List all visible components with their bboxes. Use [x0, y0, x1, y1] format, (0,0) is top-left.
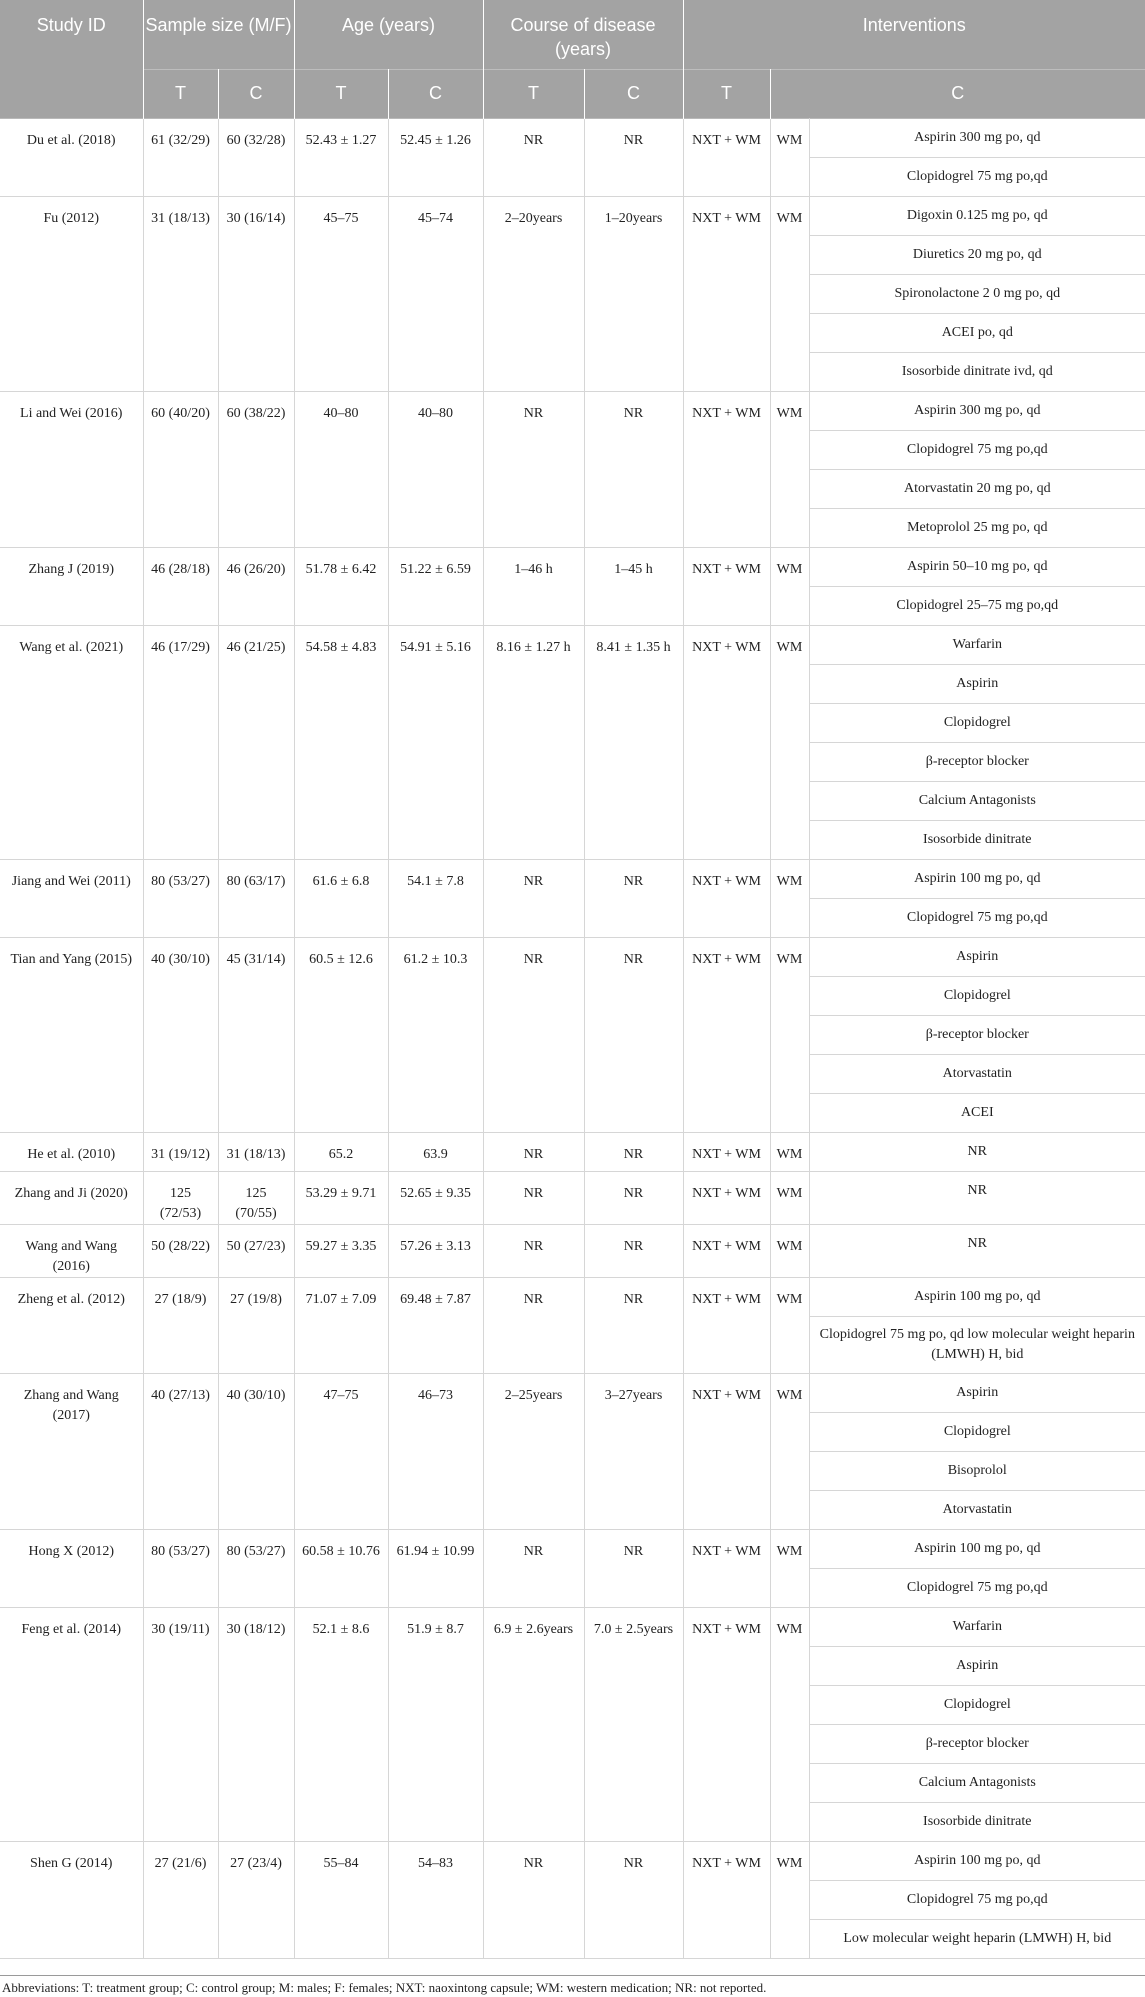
course-t-cell: NR: [483, 391, 584, 547]
medication-item: ACEI po, qd: [810, 314, 1145, 353]
medication-item: Warfarin: [810, 626, 1145, 665]
intervention-c-meds-cell: [809, 391, 1145, 547]
study-id-cell: Zhang and Wang (2017): [0, 1373, 143, 1529]
intervention-c-meds-cell: [809, 1529, 1145, 1607]
intervention-c-group-cell: WM: [770, 1841, 809, 1958]
intervention-c-meds-cell: [809, 859, 1145, 937]
table-row: [0, 1529, 1145, 1607]
medication-item: Clopidogrel 75 mg po,qd: [810, 431, 1145, 470]
medication-item: Calcium Antagonists: [810, 782, 1145, 821]
course-c-cell: NR: [584, 391, 683, 547]
age-c-cell: 51.22 ± 6.59: [388, 547, 483, 625]
course-t-cell: NR: [483, 1841, 584, 1958]
sample-size-t-cell: 80 (53/27): [143, 1529, 218, 1607]
subheader-interventions-c: C: [770, 69, 1145, 118]
intervention-t-cell: NXT + WM: [683, 1277, 770, 1373]
course-t-cell: NR: [483, 937, 584, 1132]
study-id-cell: Tian and Yang (2015): [0, 937, 143, 1132]
sample-size-t-cell: 31 (19/12): [143, 1132, 218, 1171]
intervention-t-cell: NXT + WM: [683, 937, 770, 1132]
table-row: [0, 1171, 1145, 1224]
study-id-cell: Zhang J (2019): [0, 547, 143, 625]
study-id-cell: He et al. (2010): [0, 1132, 143, 1171]
table-row: [0, 859, 1145, 937]
subheader-sample-t: T: [143, 69, 218, 118]
age-t-cell: 40–80: [294, 391, 388, 547]
intervention-t-cell: NXT + WM: [683, 1841, 770, 1958]
study-id-cell: Wang et al. (2021): [0, 625, 143, 859]
sample-size-t-cell: 27 (21/6): [143, 1841, 218, 1958]
medication-item: Aspirin 100 mg po, qd: [810, 860, 1145, 899]
table-row: [0, 1373, 1145, 1529]
course-t-cell: NR: [483, 1171, 584, 1224]
age-t-cell: 52.1 ± 8.6: [294, 1607, 388, 1841]
intervention-t-cell: NXT + WM: [683, 1171, 770, 1224]
sample-size-t-cell: 31 (18/13): [143, 196, 218, 391]
header-study-id: Study ID: [0, 0, 143, 118]
medication-item: β-receptor blocker: [810, 1016, 1145, 1055]
course-c-cell: 1–20years: [584, 196, 683, 391]
medication-item: Clopidogrel 75 mg po,qd: [906, 1579, 1048, 1595]
intervention-c-group-cell: WM: [770, 547, 809, 625]
intervention-t-cell: NXT + WM: [683, 1607, 770, 1841]
sample-size-c-cell: 60 (38/22): [218, 391, 294, 547]
intervention-c-group-cell: WM: [770, 118, 809, 196]
intervention-c-group-cell: WM: [770, 1529, 809, 1607]
course-c-cell: NR: [584, 1171, 683, 1224]
table-row: [0, 1277, 1145, 1373]
course-t-cell: 2–25years: [483, 1373, 584, 1529]
subheader-sample-c: C: [218, 69, 294, 118]
age-c-cell: 54–83: [388, 1841, 483, 1958]
sample-size-c-cell: 40 (30/10): [218, 1373, 294, 1529]
header-course: Course of disease (years): [483, 0, 683, 69]
study-id-cell: Du et al. (2018): [0, 118, 143, 196]
course-c-cell: 1–45 h: [584, 547, 683, 625]
course-c-cell: NR: [584, 1529, 683, 1607]
intervention-c-meds-cell: [809, 1224, 1145, 1277]
study-id-cell: Li and Wei (2016): [0, 391, 143, 547]
age-t-cell: 53.29 ± 9.71: [294, 1171, 388, 1224]
sample-size-t-cell: 40 (27/13): [143, 1373, 218, 1529]
course-t-cell: NR: [483, 859, 584, 937]
intervention-c-group-cell: WM: [770, 1132, 809, 1171]
medication-item: Aspirin 100 mg po, qd: [810, 1530, 1145, 1569]
intervention-c-group-cell: WM: [770, 937, 809, 1132]
table-row: [0, 391, 1145, 547]
sample-size-c-cell: 31 (18/13): [218, 1132, 294, 1171]
course-t-cell: NR: [483, 1132, 584, 1171]
intervention-c-group-cell: WM: [770, 1277, 809, 1373]
table-row: [0, 547, 1145, 625]
medication-item: β-receptor blocker: [810, 1725, 1145, 1764]
medication-item: NR: [967, 1143, 987, 1159]
course-t-cell: 8.16 ± 1.27 h: [483, 625, 584, 859]
age-c-cell: 46–73: [388, 1373, 483, 1529]
course-t-cell: NR: [483, 1277, 584, 1373]
course-c-cell: NR: [584, 1224, 683, 1277]
intervention-c-meds-cell: [809, 118, 1145, 196]
age-c-cell: 57.26 ± 3.13: [388, 1224, 483, 1277]
intervention-t-cell: NXT + WM: [683, 859, 770, 937]
medication-item: Aspirin 300 mg po, qd: [810, 392, 1145, 431]
table-header: [0, 0, 1145, 118]
study-id-cell: Feng et al. (2014): [0, 1607, 143, 1841]
sample-size-c-cell: 27 (19/8): [218, 1277, 294, 1373]
study-id-cell: Wang and Wang (2016): [0, 1224, 143, 1277]
course-c-cell: NR: [584, 1132, 683, 1171]
intervention-c-meds-cell: [809, 625, 1145, 859]
table-body: [0, 118, 1145, 1958]
medication-item: Bisoprolol: [810, 1452, 1145, 1491]
study-id-cell: Shen G (2014): [0, 1841, 143, 1958]
table-row: [0, 937, 1145, 1132]
intervention-t-cell: NXT + WM: [683, 547, 770, 625]
medication-item: Clopidogrel 75 mg po,qd: [906, 168, 1048, 184]
medication-item: Diuretics 20 mg po, qd: [810, 236, 1145, 275]
medication-item: Clopidogrel: [810, 977, 1145, 1016]
intervention-c-meds-cell: [809, 937, 1145, 1132]
intervention-c-group-cell: WM: [770, 859, 809, 937]
table-row: [0, 196, 1145, 391]
sample-size-t-cell: 30 (19/11): [143, 1607, 218, 1841]
medication-item: Atorvastatin: [810, 1055, 1145, 1094]
sample-size-c-cell: 60 (32/28): [218, 118, 294, 196]
sample-size-t-cell: 60 (40/20): [143, 391, 218, 547]
age-c-cell: 51.9 ± 8.7: [388, 1607, 483, 1841]
study-id-cell: Hong X (2012): [0, 1529, 143, 1607]
medication-item: Clopidogrel 75 mg po, qd low molecular weight heparin (LMWH) H, bid: [819, 1326, 1135, 1362]
course-t-cell: NR: [483, 1224, 584, 1277]
intervention-t-cell: NXT + WM: [683, 196, 770, 391]
sample-size-c-cell: 50 (27/23): [218, 1224, 294, 1277]
age-t-cell: 54.58 ± 4.83: [294, 625, 388, 859]
course-t-cell: 1–46 h: [483, 547, 584, 625]
medication-item: Atorvastatin: [942, 1501, 1012, 1517]
age-t-cell: 51.78 ± 6.42: [294, 547, 388, 625]
age-t-cell: 55–84: [294, 1841, 388, 1958]
age-c-cell: 40–80: [388, 391, 483, 547]
subheader-age-t: T: [294, 69, 388, 118]
age-t-cell: 71.07 ± 7.09: [294, 1277, 388, 1373]
intervention-t-cell: NXT + WM: [683, 118, 770, 196]
intervention-t-cell: NXT + WM: [683, 391, 770, 547]
medication-item: Warfarin: [810, 1608, 1145, 1647]
sample-size-t-cell: 46 (28/18): [143, 547, 218, 625]
intervention-c-meds-cell: [809, 1171, 1145, 1224]
subheader-interventions-t: T: [683, 69, 770, 118]
intervention-c-group-cell: WM: [770, 625, 809, 859]
age-c-cell: 63.9: [388, 1132, 483, 1171]
age-c-cell: 54.91 ± 5.16: [388, 625, 483, 859]
sample-size-c-cell: 45 (31/14): [218, 937, 294, 1132]
subheader-age-c: C: [388, 69, 483, 118]
intervention-c-group-cell: WM: [770, 1171, 809, 1224]
age-c-cell: 45–74: [388, 196, 483, 391]
intervention-t-cell: NXT + WM: [683, 1224, 770, 1277]
medication-item: Low molecular weight heparin (LMWH) H, bid: [843, 1930, 1112, 1946]
age-c-cell: 61.2 ± 10.3: [388, 937, 483, 1132]
sample-size-t-cell: 46 (17/29): [143, 625, 218, 859]
intervention-c-meds-cell: [809, 1132, 1145, 1171]
age-t-cell: 60.5 ± 12.6: [294, 937, 388, 1132]
table-row: [0, 1132, 1145, 1171]
age-t-cell: 61.6 ± 6.8: [294, 859, 388, 937]
intervention-c-group-cell: WM: [770, 1607, 809, 1841]
intervention-t-cell: NXT + WM: [683, 1529, 770, 1607]
medication-item: Digoxin 0.125 mg po, qd: [810, 197, 1145, 236]
age-t-cell: 45–75: [294, 196, 388, 391]
course-c-cell: 3–27years: [584, 1373, 683, 1529]
medication-item: Clopidogrel 75 mg po,qd: [810, 1881, 1145, 1920]
medication-item: β-receptor blocker: [810, 743, 1145, 782]
medication-item: Aspirin 100 mg po, qd: [810, 1842, 1145, 1881]
intervention-c-meds-cell: [809, 547, 1145, 625]
sample-size-t-cell: 50 (28/22): [143, 1224, 218, 1277]
sample-size-c-cell: 27 (23/4): [218, 1841, 294, 1958]
sample-size-c-cell: 46 (21/25): [218, 625, 294, 859]
medication-item: Clopidogrel: [810, 1413, 1145, 1452]
age-t-cell: 65.2: [294, 1132, 388, 1171]
medication-item: Atorvastatin 20 mg po, qd: [810, 470, 1145, 509]
medication-item: Isosorbide dinitrate: [923, 1813, 1032, 1829]
table-row: [0, 1841, 1145, 1958]
medication-item: NR: [967, 1182, 987, 1198]
sample-size-c-cell: 46 (26/20): [218, 547, 294, 625]
study-id-cell: Zhang and Ji (2020): [0, 1171, 143, 1224]
course-c-cell: 8.41 ± 1.35 h: [584, 625, 683, 859]
intervention-t-cell: NXT + WM: [683, 1132, 770, 1171]
header-sample-size: Sample size (M/F): [143, 0, 294, 69]
course-t-cell: NR: [483, 118, 584, 196]
sample-size-c-cell: 80 (53/27): [218, 1529, 294, 1607]
sample-size-c-cell: 30 (18/12): [218, 1607, 294, 1841]
medication-item: Isosorbide dinitrate: [923, 831, 1032, 847]
abbreviations-footnote: Abbreviations: T: treatment group; C: control group; M: males; F: females; NXT: naoxintong capsule; WM: western medication; NR: not reported.: [0, 1975, 1145, 1996]
course-c-cell: NR: [584, 1841, 683, 1958]
sample-size-t-cell: 27 (18/9): [143, 1277, 218, 1373]
sample-size-c-cell: 125 (70/55): [218, 1171, 294, 1224]
sample-size-t-cell: 40 (30/10): [143, 937, 218, 1132]
sample-size-t-cell: 125 (72/53): [143, 1171, 218, 1224]
age-t-cell: 60.58 ± 10.76: [294, 1529, 388, 1607]
age-c-cell: 61.94 ± 10.99: [388, 1529, 483, 1607]
sample-size-c-cell: 30 (16/14): [218, 196, 294, 391]
table-row: [0, 625, 1145, 859]
sample-size-c-cell: 80 (63/17): [218, 859, 294, 937]
subheader-course-t: T: [483, 69, 584, 118]
medication-item: Clopidogrel 75 mg po,qd: [906, 909, 1048, 925]
medication-item: ACEI: [960, 1104, 994, 1120]
medication-item: Aspirin: [810, 1374, 1145, 1413]
course-t-cell: 2–20years: [483, 196, 584, 391]
study-id-cell: Jiang and Wei (2011): [0, 859, 143, 937]
sample-size-t-cell: 61 (32/29): [143, 118, 218, 196]
medication-item: Metoprolol 25 mg po, qd: [907, 519, 1048, 535]
header-age: Age (years): [294, 0, 483, 69]
header-interventions: Interventions: [683, 0, 1145, 69]
intervention-t-cell: NXT + WM: [683, 1373, 770, 1529]
medication-item: Isosorbide dinitrate ivd, qd: [901, 363, 1053, 379]
intervention-c-meds-cell: [809, 1277, 1145, 1373]
intervention-c-meds-cell: [809, 1373, 1145, 1529]
age-c-cell: 69.48 ± 7.87: [388, 1277, 483, 1373]
intervention-c-meds-cell: [809, 1841, 1145, 1958]
medication-item: Clopidogrel: [810, 704, 1145, 743]
age-c-cell: 52.65 ± 9.35: [388, 1171, 483, 1224]
course-c-cell: NR: [584, 118, 683, 196]
medication-item: Clopidogrel: [810, 1686, 1145, 1725]
medication-item: Calcium Antagonists: [810, 1764, 1145, 1803]
course-c-cell: NR: [584, 1277, 683, 1373]
intervention-t-cell: NXT + WM: [683, 625, 770, 859]
medication-item: Aspirin: [810, 938, 1145, 977]
age-t-cell: 59.27 ± 3.35: [294, 1224, 388, 1277]
medication-item: Aspirin 50–10 mg po, qd: [810, 548, 1145, 587]
intervention-c-group-cell: WM: [770, 391, 809, 547]
study-id-cell: Zheng et al. (2012): [0, 1277, 143, 1373]
intervention-c-group-cell: WM: [770, 1224, 809, 1277]
course-c-cell: NR: [584, 937, 683, 1132]
course-c-cell: 7.0 ± 2.5years: [584, 1607, 683, 1841]
table-row: [0, 1224, 1145, 1277]
subheader-course-c: C: [584, 69, 683, 118]
medication-item: Aspirin: [810, 1647, 1145, 1686]
intervention-c-group-cell: WM: [770, 196, 809, 391]
medication-item: Aspirin: [810, 665, 1145, 704]
medication-item: Aspirin 300 mg po, qd: [810, 119, 1145, 158]
table-row: [0, 1607, 1145, 1841]
study-id-cell: Fu (2012): [0, 196, 143, 391]
course-t-cell: NR: [483, 1529, 584, 1607]
medication-item: Aspirin 100 mg po, qd: [810, 1278, 1145, 1317]
age-c-cell: 52.45 ± 1.26: [388, 118, 483, 196]
intervention-c-meds-cell: [809, 1607, 1145, 1841]
intervention-c-group-cell: WM: [770, 1373, 809, 1529]
table-row: [0, 118, 1145, 196]
course-t-cell: 6.9 ± 2.6years: [483, 1607, 584, 1841]
age-t-cell: 52.43 ± 1.27: [294, 118, 388, 196]
age-c-cell: 54.1 ± 7.8: [388, 859, 483, 937]
medication-item: Spironolactone 2 0 mg po, qd: [810, 275, 1145, 314]
medication-item: NR: [967, 1235, 987, 1251]
age-t-cell: 47–75: [294, 1373, 388, 1529]
sample-size-t-cell: 80 (53/27): [143, 859, 218, 937]
medication-item: Clopidogrel 25–75 mg po,qd: [896, 597, 1059, 613]
intervention-c-meds-cell: [809, 196, 1145, 391]
course-c-cell: NR: [584, 859, 683, 937]
